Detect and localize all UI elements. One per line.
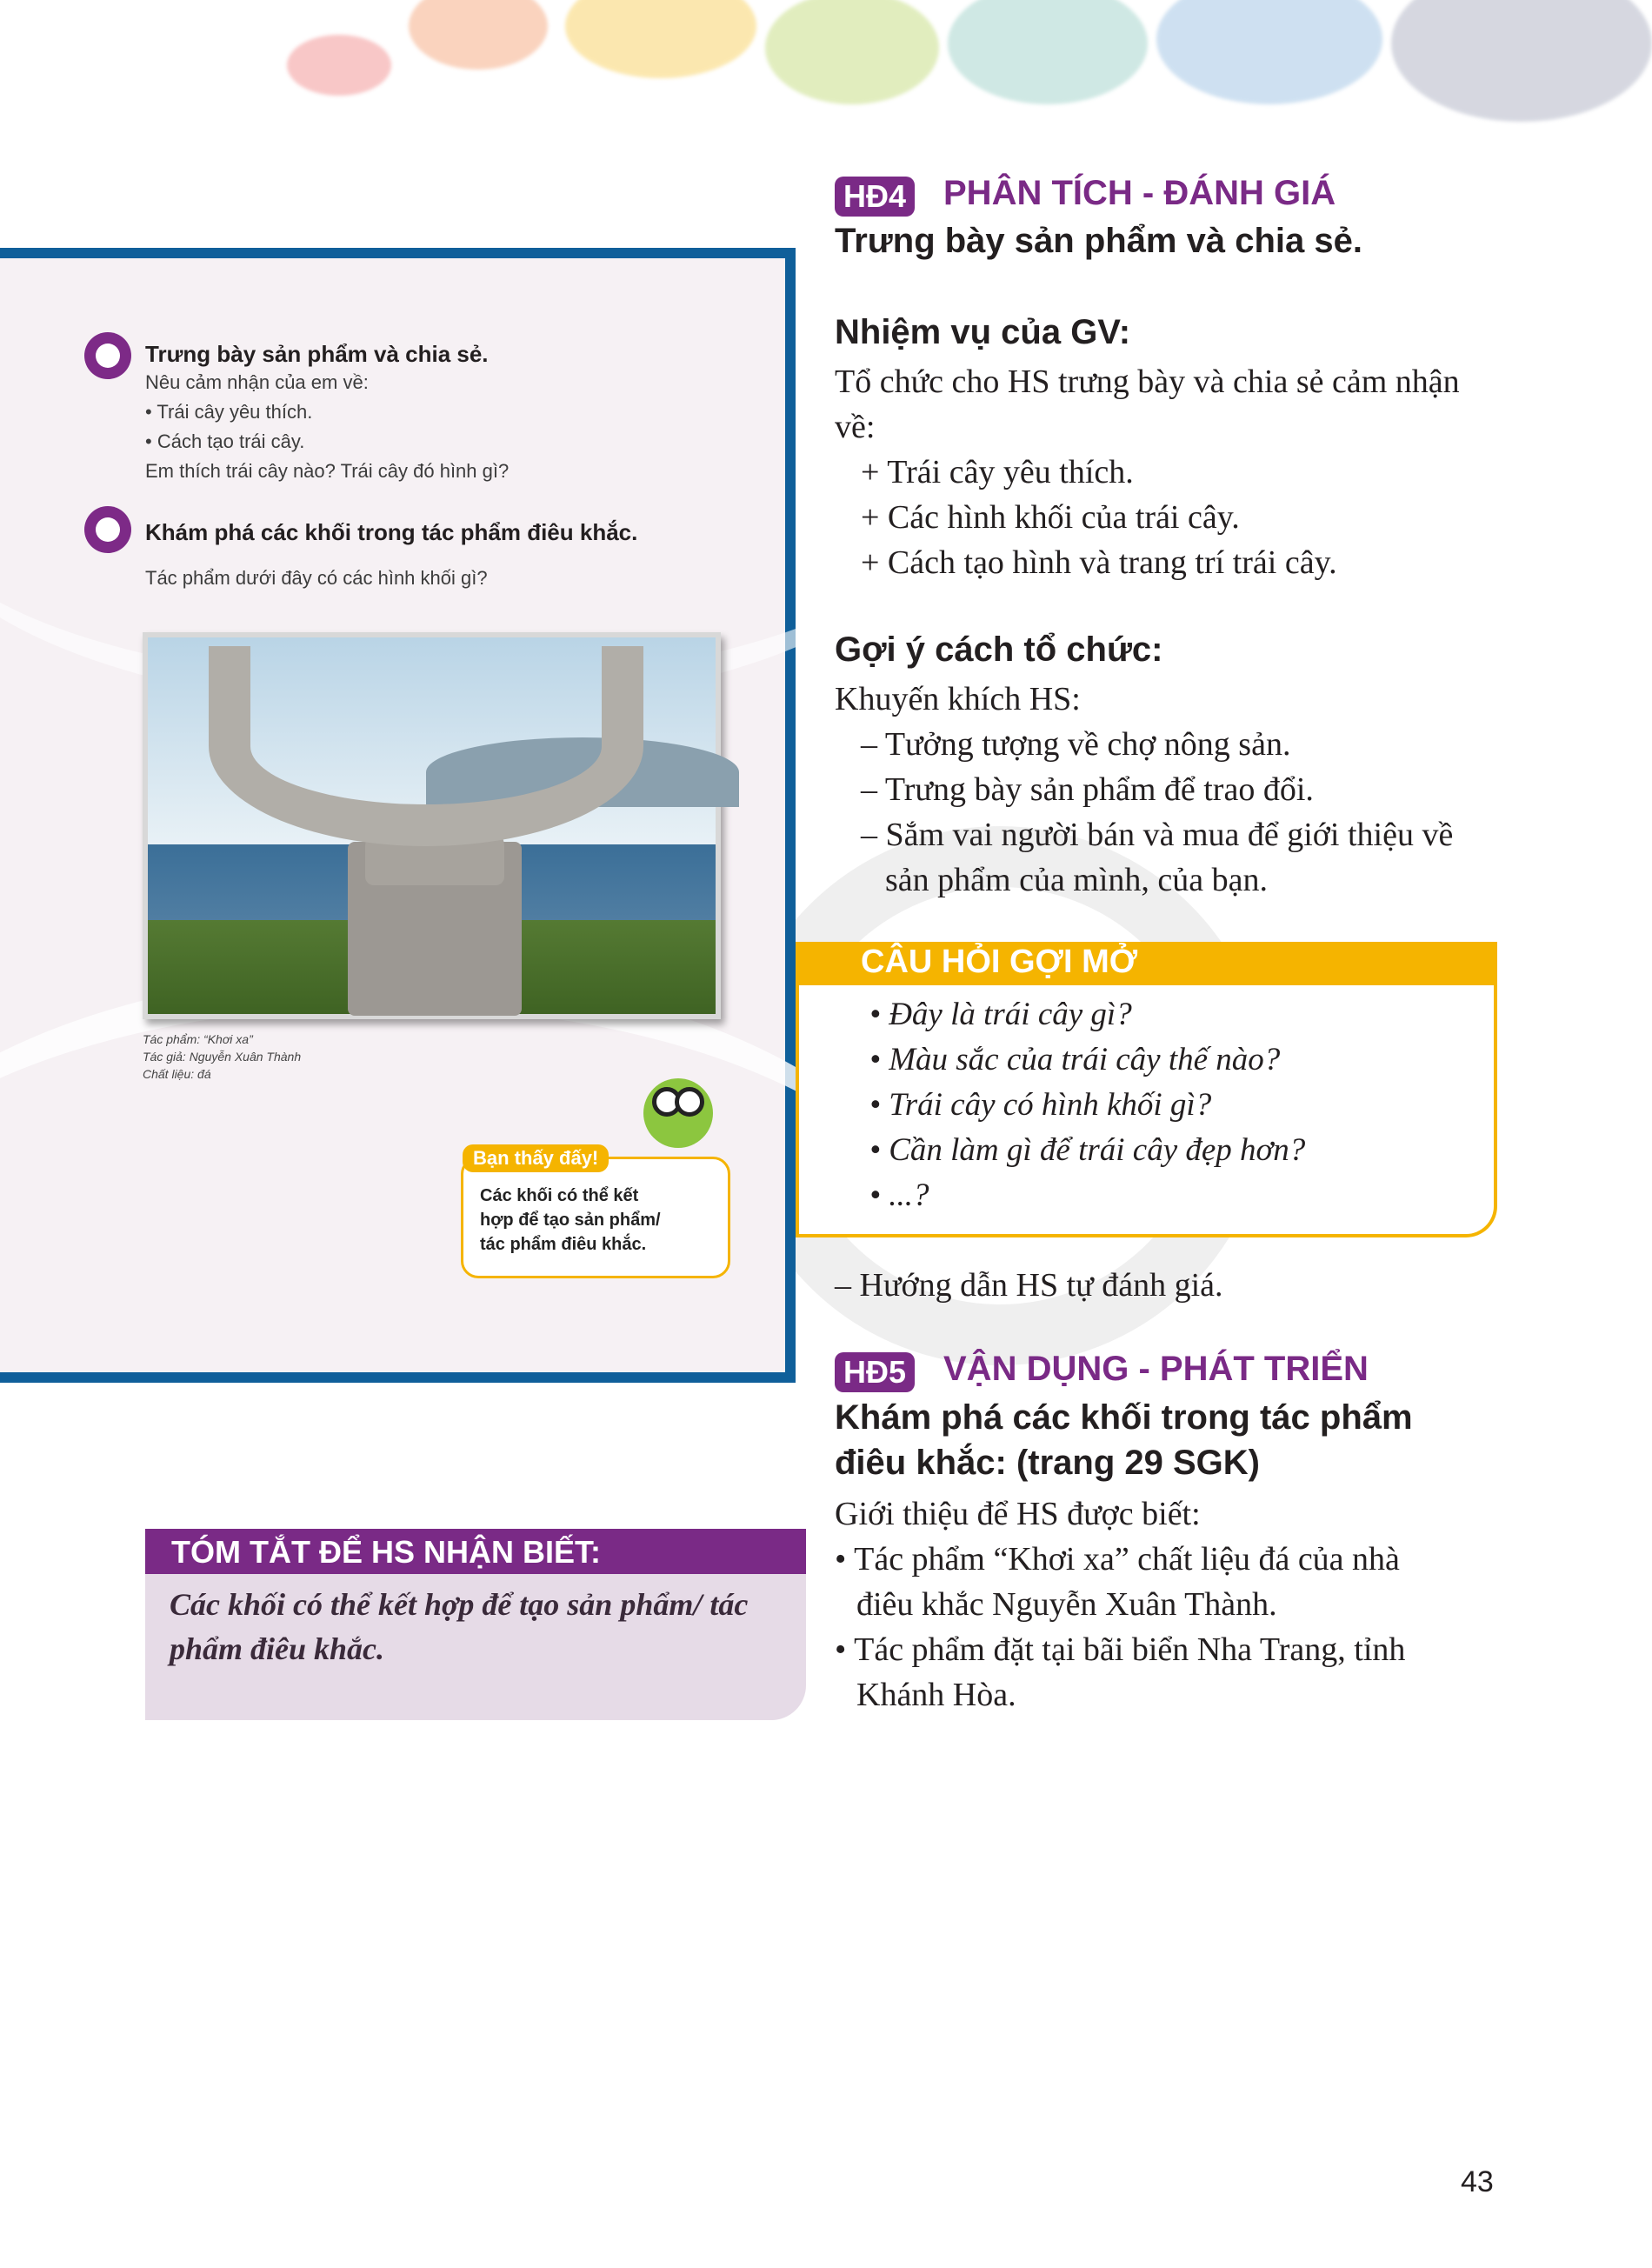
hd5-intro: Giới thiệu để HS được biết: xyxy=(835,1496,1201,1532)
page-number: 43 xyxy=(1461,2165,1494,2198)
hint-line: – Trưng bày sản phẩm để trao đổi. xyxy=(861,771,1314,808)
hd5-bullet: Khánh Hòa. xyxy=(856,1677,1016,1713)
photo-caption: Chất liệu: đá xyxy=(143,1067,211,1081)
hint-line: – Tưởng tượng về chợ nông sản. xyxy=(861,726,1291,763)
questions-title: CÂU HỎI GỢI MỞ xyxy=(796,942,1497,985)
summary-text: Các khối có thể kết hợp để tạo sản phẩm/ tác phẩm điêu khắc. xyxy=(170,1587,749,1666)
top-decoration xyxy=(0,0,1627,174)
tip-line: tác phẩm điêu khắc. xyxy=(480,1235,647,1254)
question-item: • Đây là trái cây gì? xyxy=(869,997,1132,1032)
question-item: • Cần làm gì để trái cây đẹp hơn? xyxy=(869,1132,1306,1168)
question-item: • Màu sắc của trái cây thế nào? xyxy=(869,1042,1281,1077)
self-eval-line: – Hướng dẫn HS tự đánh giá. xyxy=(835,1267,1223,1304)
explore-icon xyxy=(84,506,131,553)
hint-line: Khuyến khích HS: xyxy=(835,681,1081,717)
tip-title: Bạn thấy đấy! xyxy=(463,1144,609,1172)
hd5-bullet: điêu khắc Nguyễn Xuân Thành. xyxy=(856,1586,1277,1623)
hd5-subtitle: Khám phá các khối trong tác phẩm xyxy=(835,1398,1413,1437)
hd5-subtitle: điêu khắc: (trang 29 SGK) xyxy=(835,1444,1260,1482)
hd5-title: VẬN DỤNG - PHÁT TRIỂN xyxy=(943,1350,1369,1388)
gv-label: Nhiệm vụ của GV: xyxy=(835,313,1131,351)
photo-caption: Tác phẩm: “Khơi xa” xyxy=(143,1032,253,1046)
book-task1-line: Em thích trái cây nào? Trái cây đó hình gì? xyxy=(145,460,510,482)
question-item: • ...? xyxy=(869,1177,929,1213)
gv-line: Tổ chức cho HS trưng bày và chia sẻ cảm nhận xyxy=(835,364,1460,400)
hd5-bullet: • Tác phẩm “Khơi xa” chất liệu đá của nhà xyxy=(835,1541,1400,1578)
hd4-subtitle: Trưng bày sản phẩm và chia sẻ. xyxy=(835,222,1362,260)
book-task1-title: Trưng bày sản phẩm và chia sẻ. xyxy=(145,341,489,367)
hint-line: – Sắm vai người bán và mua để giới thiệu về xyxy=(861,817,1454,853)
hd5-tag: HĐ5 xyxy=(835,1352,915,1392)
question-item: • Trái cây có hình khối gì? xyxy=(869,1087,1212,1123)
gv-line: + Cách tạo hình và trang trí trái cây. xyxy=(861,544,1337,581)
task-icon xyxy=(84,332,131,379)
hd4-tag: HĐ4 xyxy=(835,177,915,217)
hd4-title: PHÂN TÍCH - ĐÁNH GIÁ xyxy=(943,174,1336,212)
mascot-frog-icon xyxy=(643,1078,713,1148)
tip-line: Các khối có thể kết xyxy=(480,1186,639,1205)
tip-line: hợp để tạo sản phẩm/ xyxy=(480,1211,661,1230)
gv-line: + Các hình khối của trái cây. xyxy=(861,499,1240,536)
photo-caption: Tác giả: Nguyễn Xuân Thành xyxy=(143,1050,302,1064)
book-task1-line: Nêu cảm nhận của em về: xyxy=(145,371,369,393)
sculpture-photo xyxy=(143,632,721,1019)
book-task2-title: Khám phá các khối trong tác phẩm điêu khắc. xyxy=(145,519,638,545)
book-task1-line: • Trái cây yêu thích. xyxy=(145,401,313,423)
book-task1-line: • Cách tạo trái cây. xyxy=(145,430,305,452)
hd5-bullet: • Tác phẩm đặt tại bãi biển Nha Trang, tỉnh xyxy=(835,1631,1406,1668)
book-task2-question: Tác phẩm dưới đây có các hình khối gì? xyxy=(145,567,488,589)
gv-line: về: xyxy=(835,409,876,445)
summary-title: TÓM TẮT ĐỂ HS NHẬN BIẾT: xyxy=(145,1529,806,1574)
gv-line: + Trái cây yêu thích. xyxy=(861,454,1134,490)
hint-label: Gợi ý cách tổ chức: xyxy=(835,630,1163,669)
hint-line: sản phẩm của mình, của bạn. xyxy=(885,862,1269,898)
